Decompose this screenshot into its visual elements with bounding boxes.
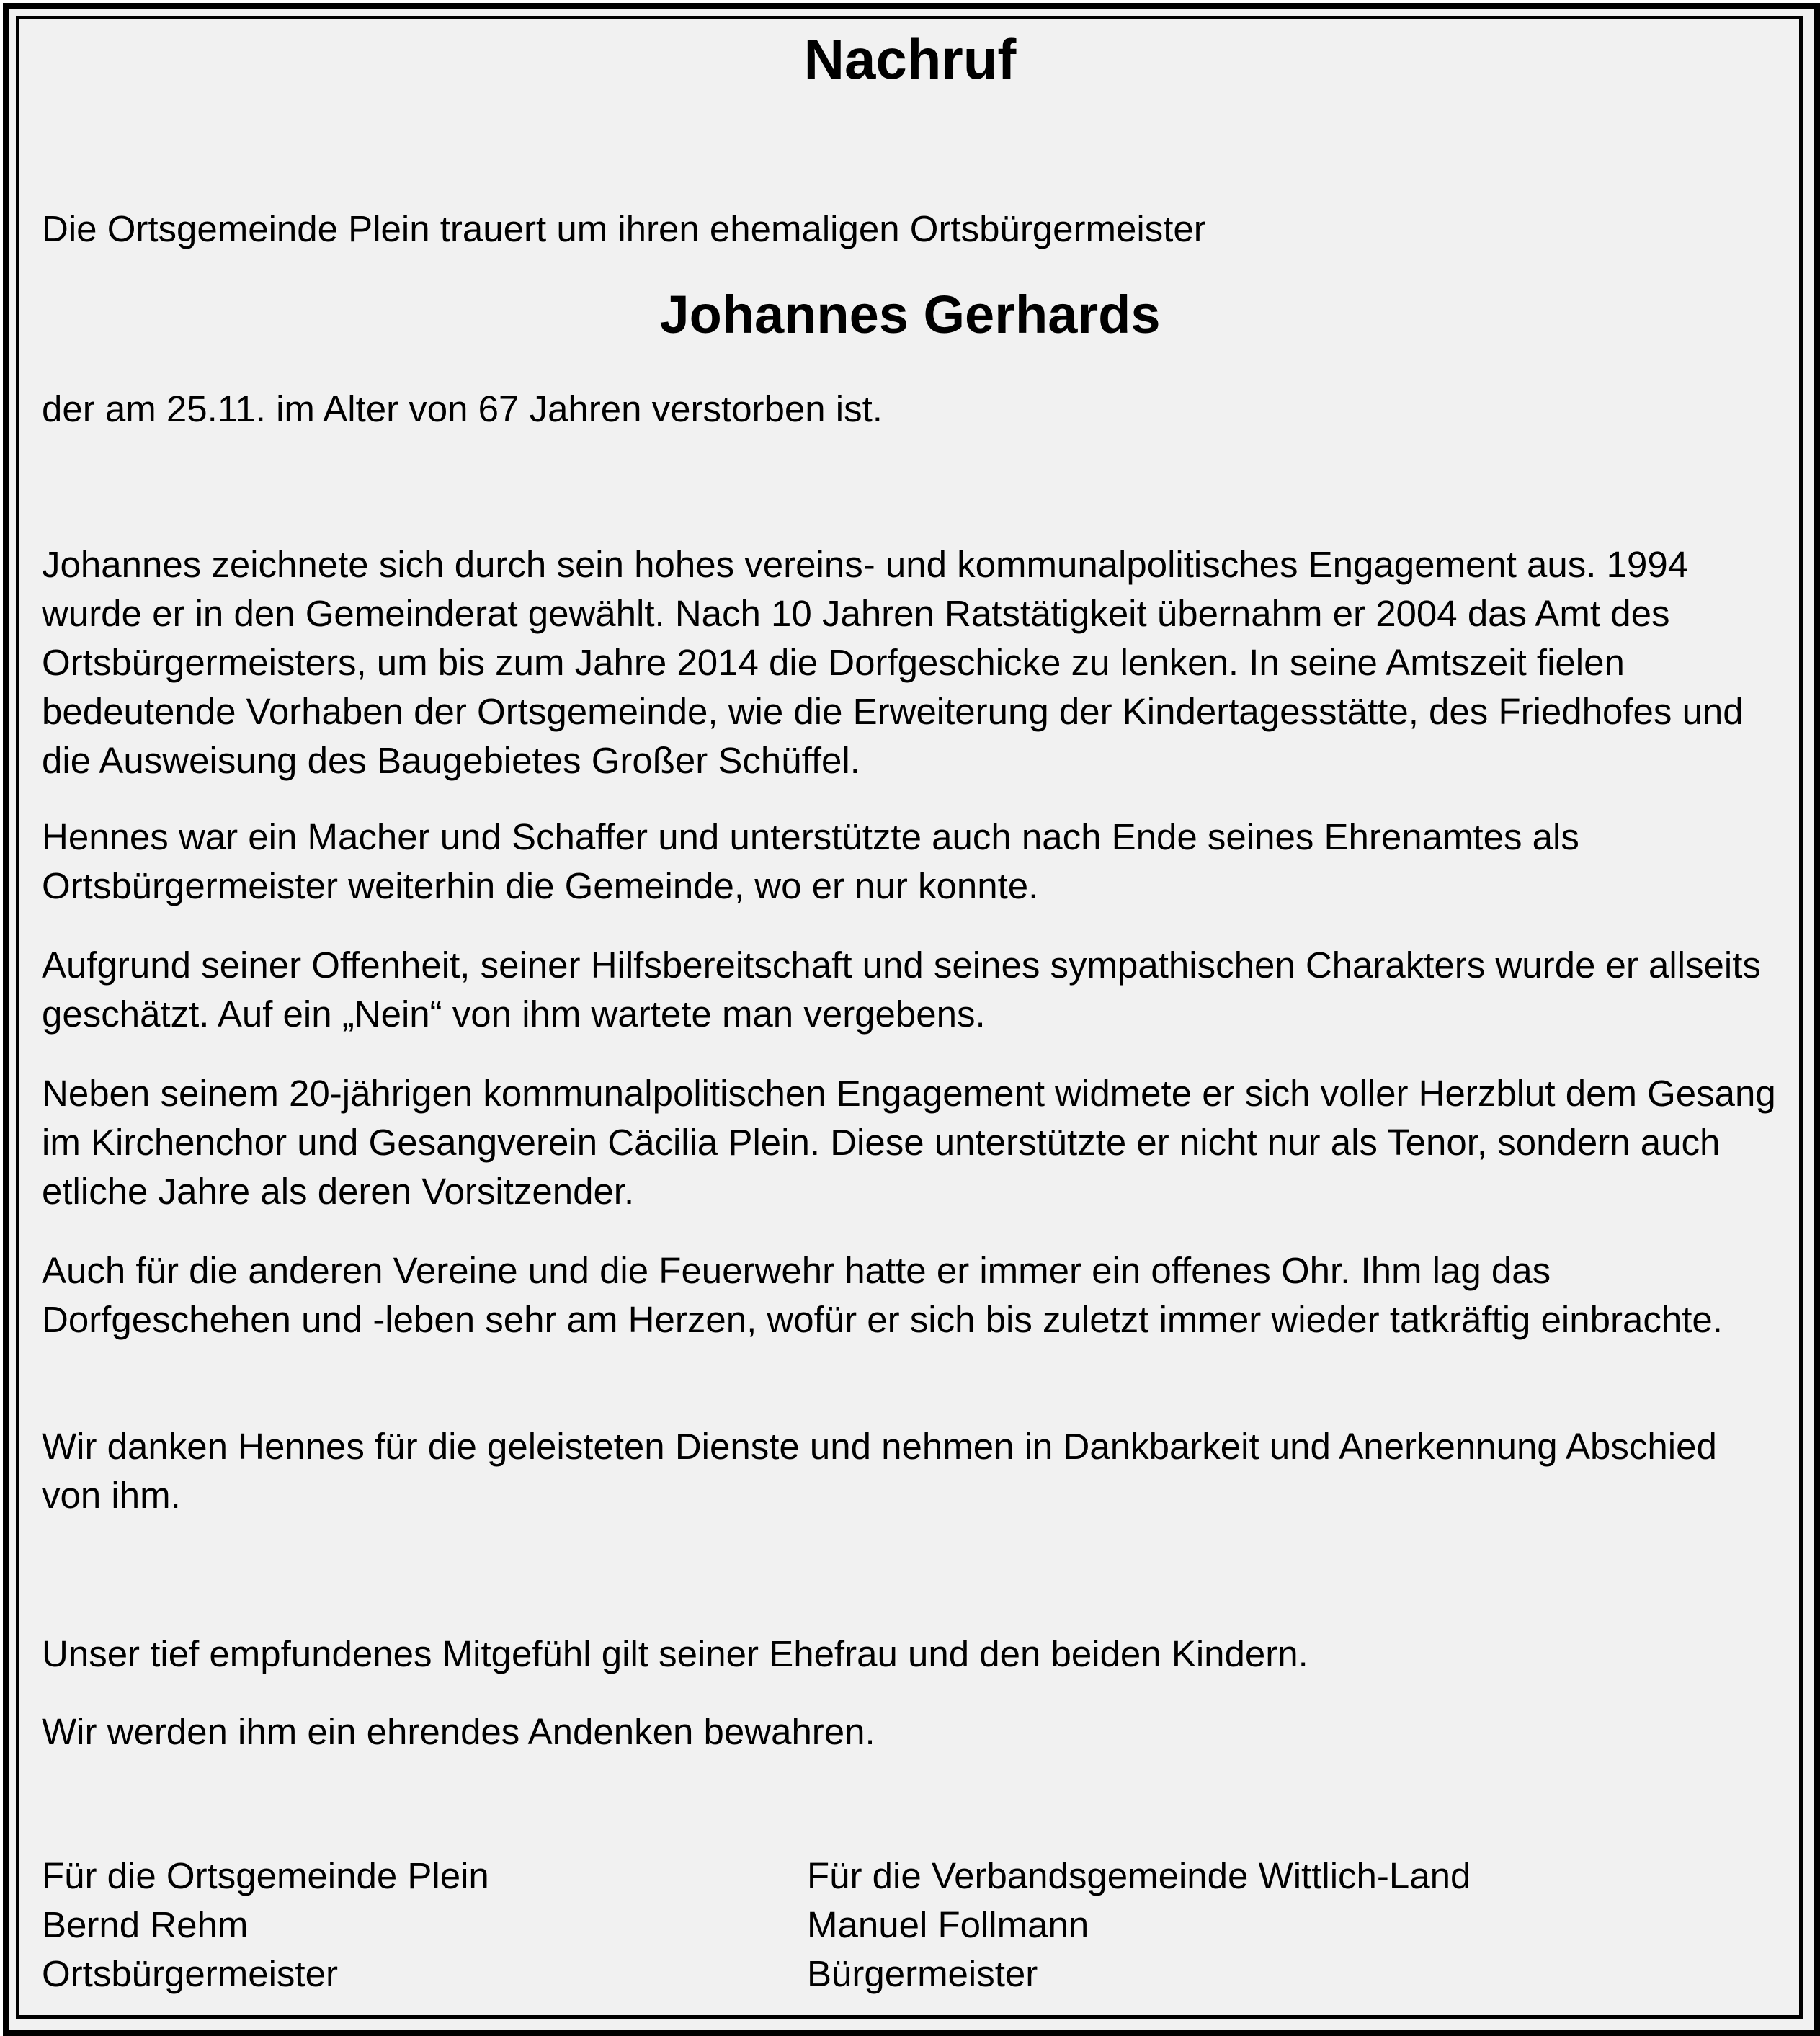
signature-right <box>807 1852 1471 1999</box>
paragraph-career: Johannes zeichnete sich durch sein hohes vereins- und kommunalpolitisches Engagement aus. 1994 wurde er in den Gemeinderat gewählt. Nach 10 Jahren Ratstätigkeit übernahm er 2004 das Amt des Ortsbürgermeisters, um bis zum Jahre 2014 die Dorfgeschicke zu lenken. In seine Amtszeit fielen bedeutende Vorhaben der Ortsgemeinde, wie die Erweiterung der Kindertagesstätte, des Friedhofes und die Ausweisung des Baugebietes Großer Schüffel. <box>42 544 1744 781</box>
signature-left <box>42 1852 489 1999</box>
paragraph-remembrance: Wir werden ihm ein ehrendes Andenken bewahren. <box>42 1711 875 1752</box>
signature-left-org: Für die Ortsgemeinde Plein <box>42 1855 489 1896</box>
death-line: der am 25.11. im Alter von 67 Jahren verstorben ist. <box>42 388 883 429</box>
paragraph-thanks: Wir danken Hennes für die geleisteten Dienste und nehmen in Dankbarkeit und Anerkennung Abschied von ihm. <box>42 1426 1717 1516</box>
paragraph-singing: Neben seinem 20-jährigen kommunalpolitischen Engagement widmete er sich voller Herzblut dem Gesang im Kirchenchor und Gesangverein Cäcilia Plein. Diese unterstützte er nicht nur als Tenor, sondern auch etliche Jahre als deren Vorsitzender. <box>42 1073 1776 1212</box>
signature-left-role: Ortsbürgermeister <box>42 1953 338 1994</box>
deceased-name: Johannes Gerhards <box>659 285 1161 344</box>
obituary-title: Nachruf <box>803 27 1017 91</box>
signature-right-org: Für die Verbandsgemeinde Wittlich-Land <box>807 1855 1471 1896</box>
signature-left-person: Bernd Rehm <box>42 1904 249 1945</box>
paragraph-condolence: Unser tief empfundenes Mitgefühl gilt seiner Ehefrau und den beiden Kindern. <box>42 1633 1308 1674</box>
signature-right-role: Bürgermeister <box>807 1953 1038 1994</box>
paragraph-character: Aufgrund seiner Offenheit, seiner Hilfsbereitschaft und seines sympathischen Charakters wurde er allseits geschätzt. Auf ein „Nein“ von ihm wartete man vergebens. <box>42 945 1761 1035</box>
paragraph-clubs: Auch für die anderen Vereine und die Feuerwehr hatte er immer ein offenes Ohr. Ihm lag das Dorfgeschehen und -leben sehr am Herzen, wofür er sich bis zuletzt immer wieder tatkräftig einbrachte. <box>42 1250 1723 1340</box>
intro-line: Die Ortsgemeinde Plein trauert um ihren ehemaligen Ortsbürgermeister <box>42 208 1206 249</box>
signature-right-person: Manuel Follmann <box>807 1904 1089 1945</box>
paragraph-support: Hennes war ein Macher und Schaffer und unterstützte auch nach Ende seines Ehrenamtes als Ortsbürgermeister weiterhin die Gemeinde, wo er nur konnte. <box>42 816 1579 906</box>
